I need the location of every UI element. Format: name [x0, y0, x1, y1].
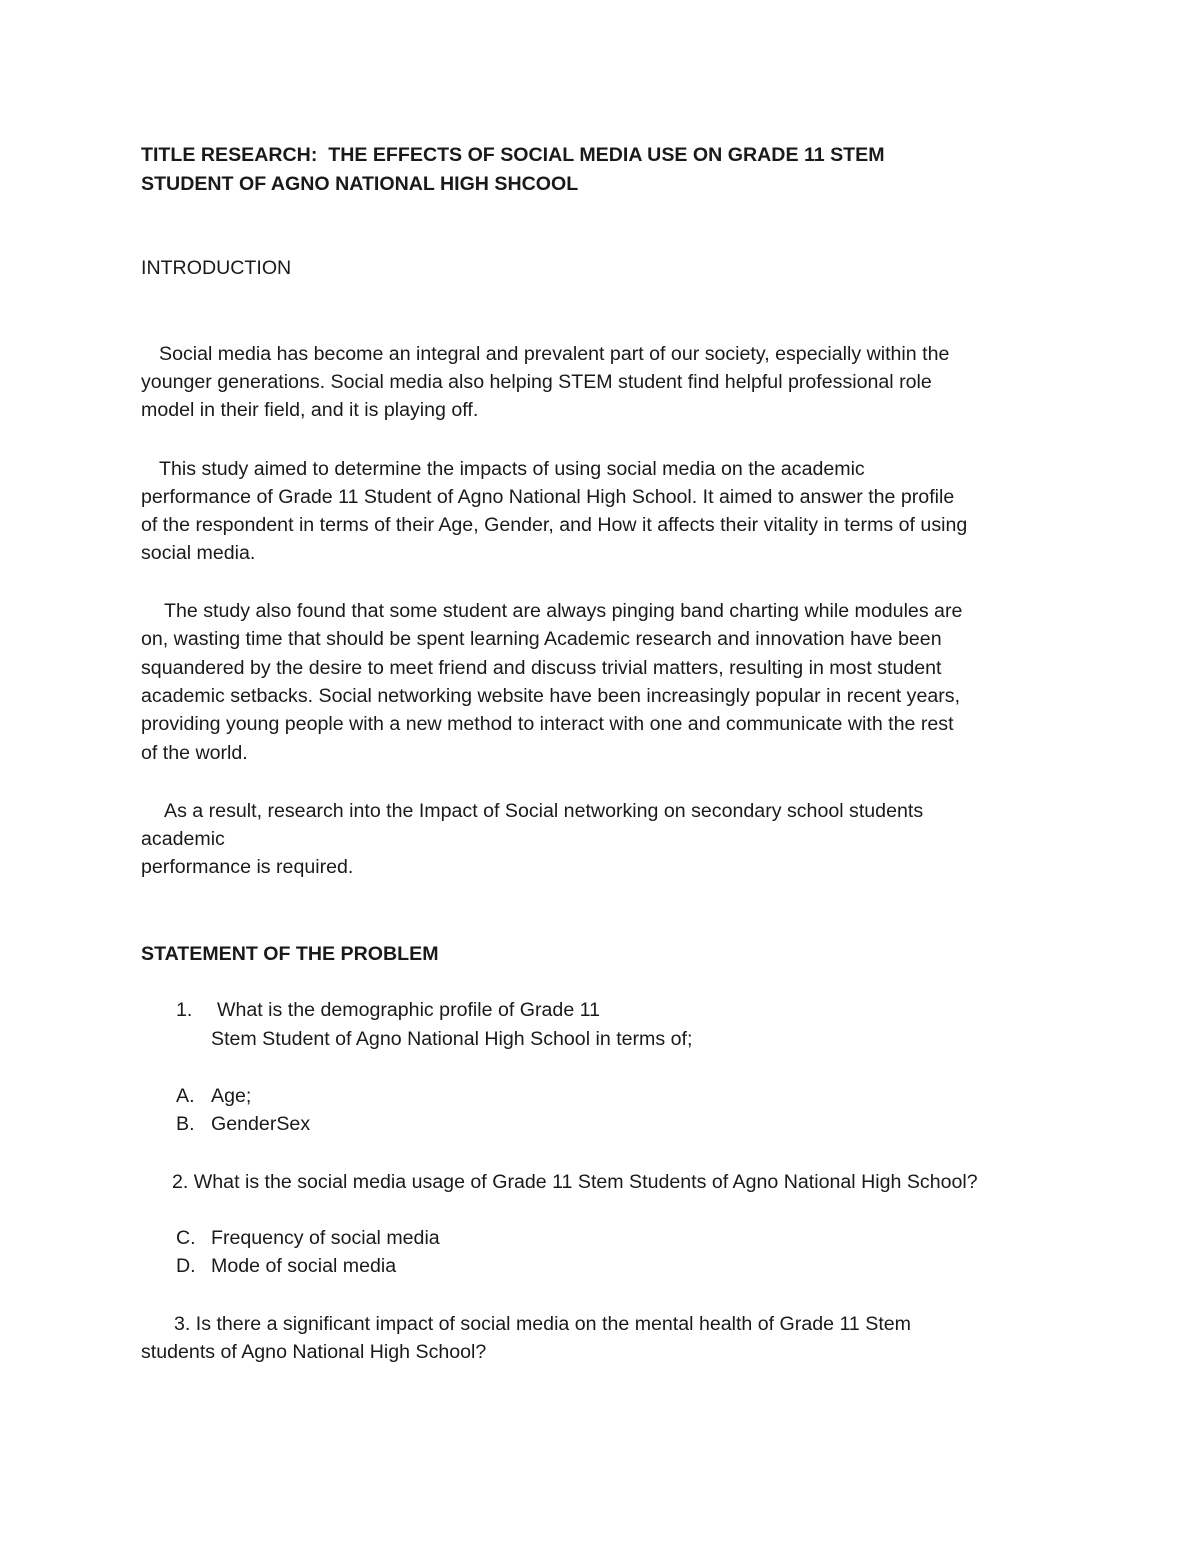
item-a-text: Age; [211, 1085, 252, 1107]
item-c-label: C. [176, 1227, 196, 1249]
intro-p3-line-1: The study also found that some student are always pinging band charting while modules are [164, 600, 963, 622]
q2-line: 2. What is the social media usage of Grade 11 Stem Students of Agno National High School? [172, 1171, 978, 1193]
item-c-text: Frequency of social media [211, 1227, 440, 1249]
item-d-label: D. [176, 1255, 196, 1277]
intro-p3-line-6: of the world. [141, 742, 248, 764]
intro-p2-line-4: social media. [141, 542, 256, 564]
q1-number: 1. [176, 999, 193, 1021]
item-b-label: B. [176, 1113, 195, 1135]
intro-p1-line-1: Social media has become an integral and prevalent part of our society, especially within the [159, 343, 950, 365]
intro-p3-line-5: providing young people with a new method to interact with one and communicate with the rest [141, 713, 954, 735]
item-d-text: Mode of social media [211, 1255, 397, 1277]
intro-p1-line-3: model in their field, and it is playing off. [141, 399, 479, 421]
intro-p4-line-2: academic [141, 828, 225, 850]
q1-line-1: What is the demographic profile of Grade 11 [217, 999, 601, 1021]
item-a-label: A. [176, 1085, 195, 1107]
intro-p1-line-2: younger generations. Social media also helping STEM student find helpful professional role [141, 371, 932, 393]
intro-p2-line-2: performance of Grade 11 Student of Agno National High School. It aimed to answer the profile [141, 486, 955, 508]
problem-heading: STATEMENT OF THE PROBLEM [141, 943, 439, 965]
intro-p3-line-4: academic setbacks. Social networking website have been increasingly popular in recent years, [141, 685, 961, 707]
q3-line-2: students of Agno National High School? [141, 1341, 487, 1363]
intro-p3-line-2: on, wasting time that should be spent learning Academic research and innovation have been [141, 628, 942, 650]
introduction-heading: INTRODUCTION [141, 257, 292, 279]
item-b-text: GenderSex [211, 1113, 311, 1135]
intro-p4-line-1: As a result, research into the Impact of Social networking on secondary school students [164, 800, 924, 822]
q3-line-1: 3. Is there a significant impact of social media on the mental health of Grade 11 Stem [174, 1313, 911, 1335]
intro-p2-line-3: of the respondent in terms of their Age, Gender, and How it affects their vitality in terms of using [141, 514, 968, 536]
title-line-1: TITLE RESEARCH: THE EFFECTS OF SOCIAL MEDIA USE ON GRADE 11 STEM [141, 144, 885, 166]
q1-line-2: Stem Student of Agno National High School in terms of; [211, 1028, 693, 1050]
intro-p2-line-1: This study aimed to determine the impacts of using social media on the academic [159, 458, 865, 480]
intro-p3-line-3: squandered by the desire to meet friend and discuss trivial matters, resulting in most student [141, 657, 942, 679]
title-line-2: STUDENT OF AGNO NATIONAL HIGH SHCOOL [141, 173, 579, 195]
intro-p4-line-3: performance is required. [141, 856, 354, 878]
